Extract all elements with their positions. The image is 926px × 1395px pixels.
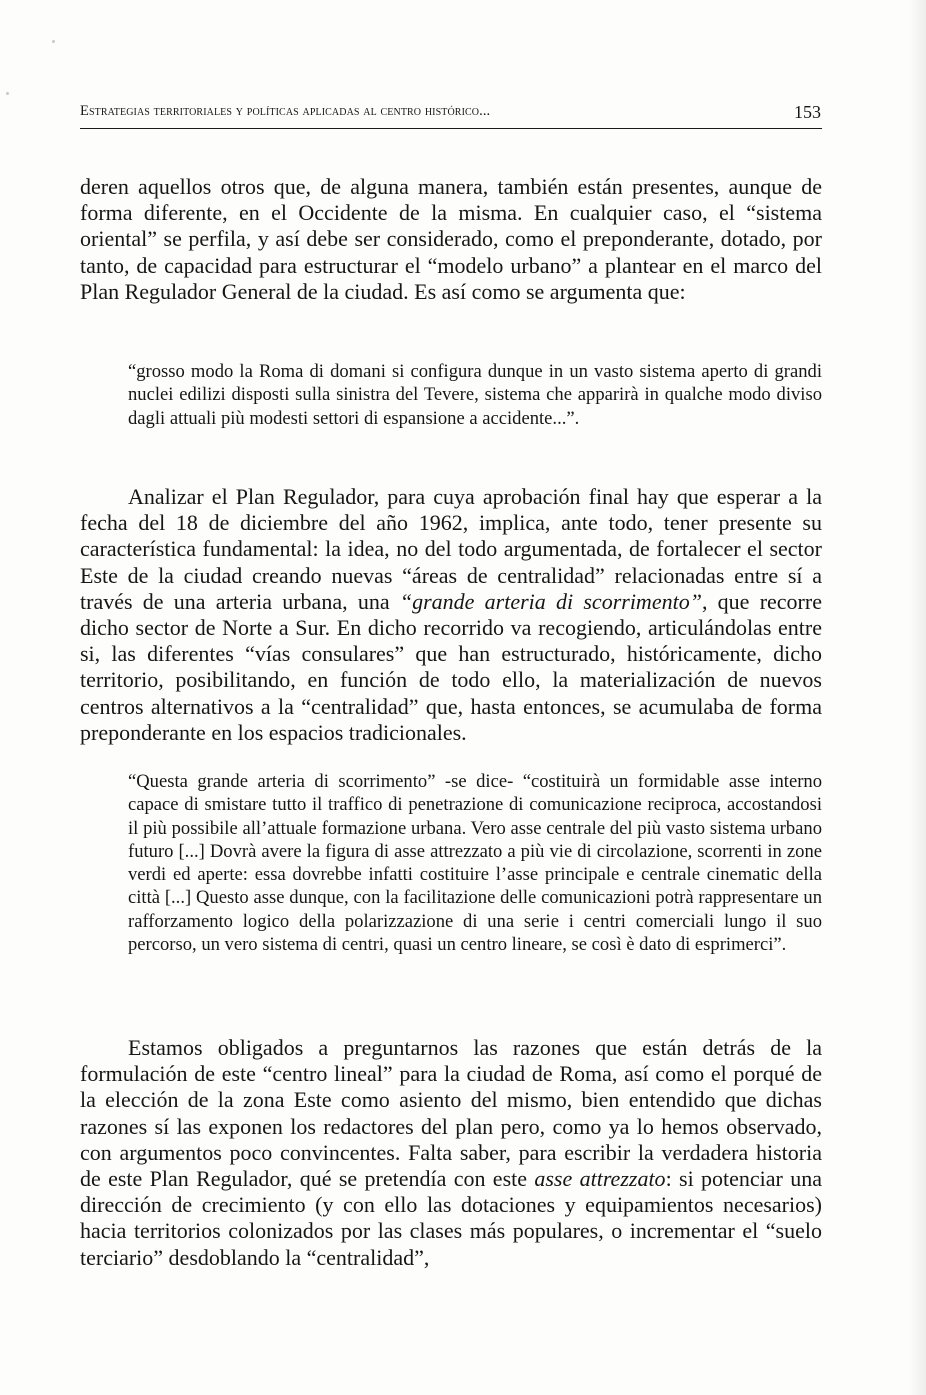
paragraph-2-tail: , que recorre dicho sector de Norte a Sur. En dicho recorrido va recogiendo, articulándolas entre si, las diferentes “vías consulares” que han estructurado, históricamente, dicho territorio, posibilitando, en función de todo ello, la materialización de nuevos centros alternativos a la “centralidad” que, hasta entonces, se acumulaba de forma preponderante en los espacios tradicionales. <box>80 588 822 745</box>
italic-phrase-asse-attrezzato: asse attrezzato <box>534 1166 666 1192</box>
scan-edge-shadow <box>908 0 926 1395</box>
page-number: 153 <box>794 102 821 122</box>
scan-speck <box>52 40 55 43</box>
block-quote-1: “grosso modo la Roma di domani si configura dunque in un vasto sistema aperto di grandi nuclei edilizi disposti sulla sinistra del Tevere, sistema che apparirà in qualche modo diviso dagli attuali più modesti settori di espansione a accidente...”. <box>128 361 822 429</box>
paragraph-2-text: Analizar el Plan Regulador, para cuya aprobación final hay que esperar a la fecha del 18 de diciembre del año 1962, implica, ante todo, tener presente su característica fundamental: la idea, no del todo argumentada, de fortalecer el sector Este de la ciudad creando nuevas “áreas de centralidad” relacionadas entre sí a través de una arteria urbana, una <box>80 484 822 614</box>
block-quote-2: “Questa grande arteria di scorrimento” -se dice- “costituirà un formidable asse interno capace di smistare tutto il traffico di penetrazione di comunicazione reciproca, accostandosi il più possibile all’attuale formazione urbana. Vero asse centrale del più vasto sistema urbano futuro [...] Dovrà avere la figura di asse attrezzato a più vie di circolazione, scorrenti in zone verdi ed aperte: essa dovrebbe infatti costituire l’asse principale e centrale cinematic della città [...] Questo asse dunque, con la facilitazione delle comunicazioni potrà rappresentare un rafforzamento logico della polarizzazione di una serie i centri comerciali lungo il suo percorso, un vero sistema di centri, quasi un centro lineare, se così è dato di esprimerci”. <box>128 771 822 956</box>
body-paragraph-2 <box>80 484 822 746</box>
paragraph-3-tail: : si potenciar una dirección de crecimiento (y con ello las dotaciones y equipamientos necesarios) hacia territorios colonizados por las clases más populares, o incrementar el “suelo terciario” desdoblando la “centralidad”, <box>80 1166 822 1270</box>
paragraph-3-text: Estamos obligados a preguntarnos las razones que están detrás de la formulación de este “centro lineal” para la ciudad de Roma, así como el porqué de la elección de la zona Este como asiento del mismo, bien entendido que dichas razones sí las exponen los redactores del plan pero, como ya lo hemos observado, con argumentos poco convincentes. Falta saber, para escribir la verdadera historia de este Plan Regulador, qué se pretendía con este <box>80 1035 822 1192</box>
running-head: Estrategias territoriales y políticas aplicadas al centro histórico... <box>80 103 491 119</box>
italic-phrase-grande-arteria: “grande arteria di scorrimento” <box>399 588 702 614</box>
scan-speck <box>6 92 9 95</box>
body-paragraph-1: deren aquellos otros que, de alguna manera, también están presentes, aunque de forma diferente, en el Occidente de la misma. En cualquier caso, el “sistema oriental” se perfila, y así debe ser considerado, como el preponderante, dotado, por tanto, de capacidad para estructurar el “modelo urbano” a plantear en el marco del Plan Regulador General de la ciudad. Es así como se argumenta que: <box>80 174 822 304</box>
body-paragraph-3 <box>80 1035 822 1271</box>
page-header <box>80 102 822 129</box>
